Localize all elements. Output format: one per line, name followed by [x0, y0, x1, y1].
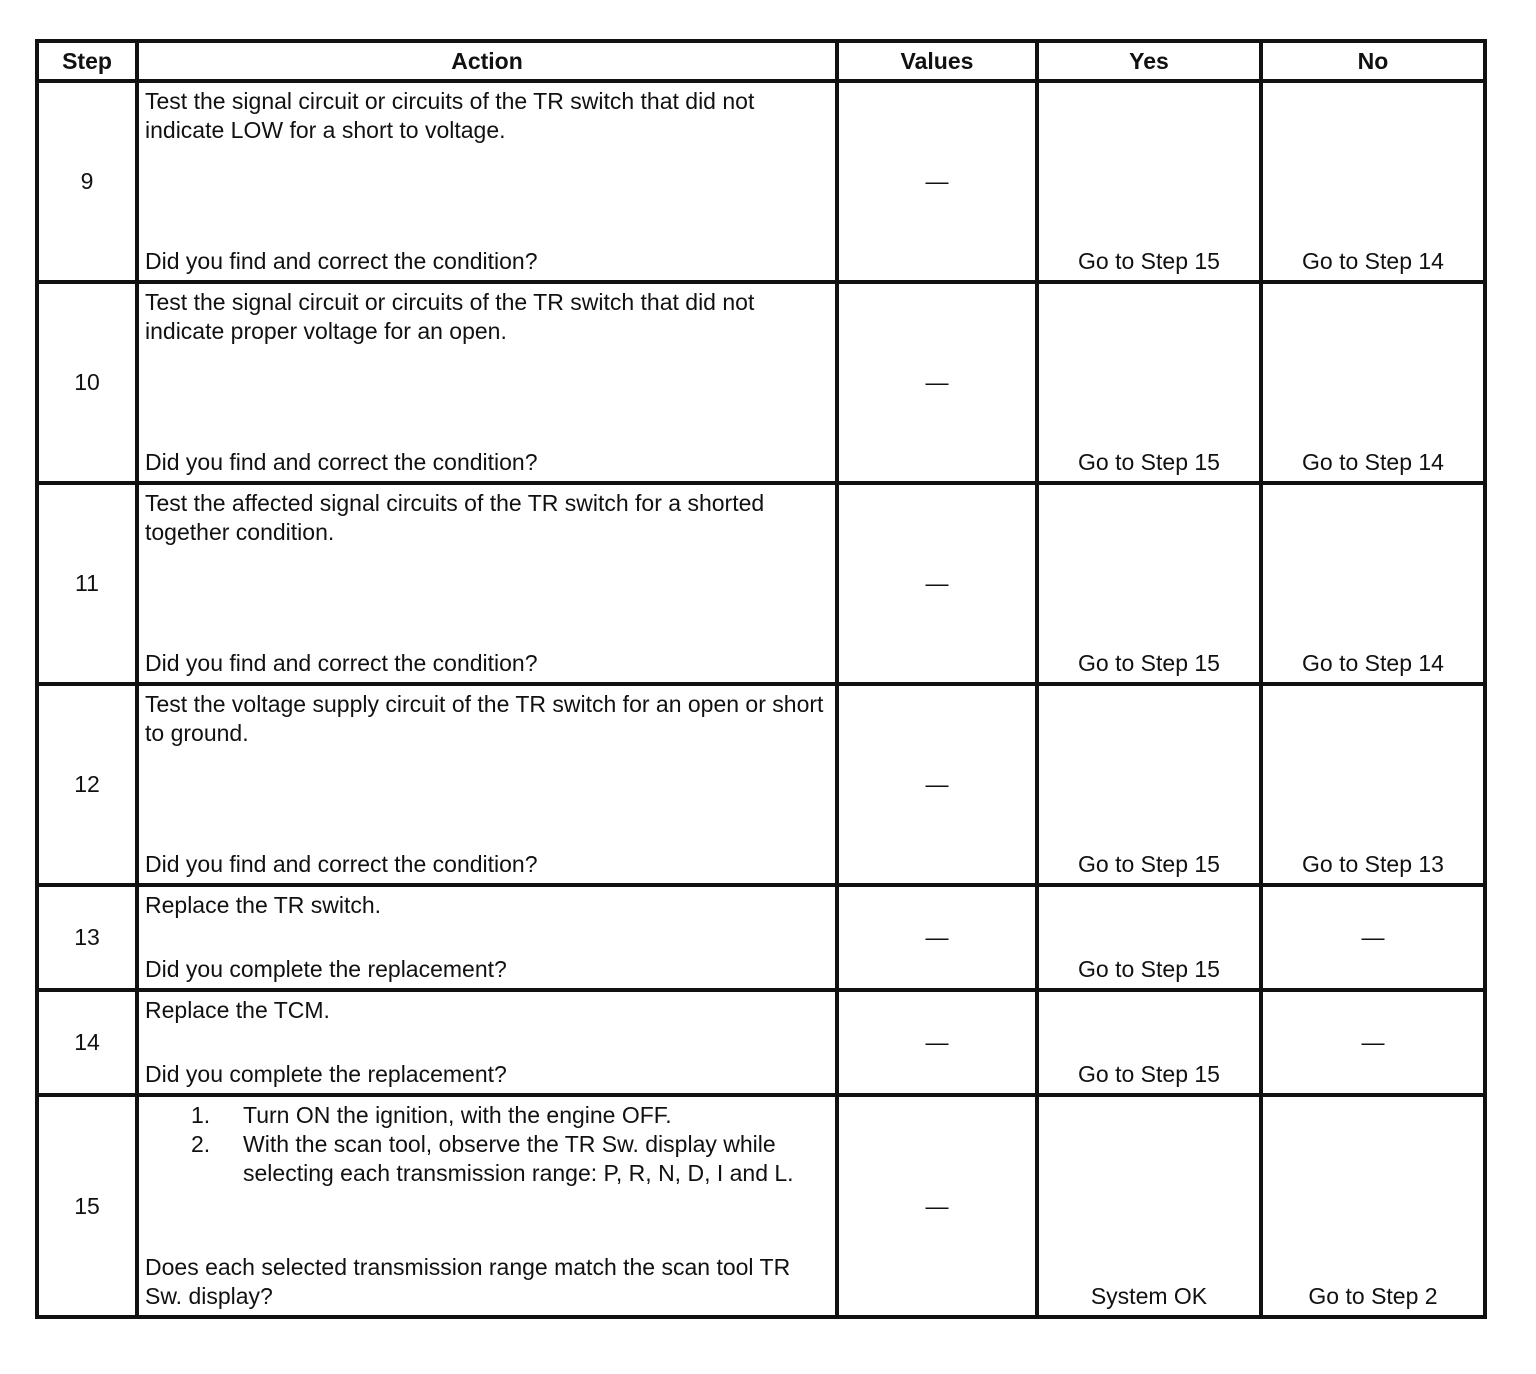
action-text: Replace the TCM. — [145, 997, 330, 1023]
values-cell — [837, 885, 1037, 990]
step-number: 9 — [80, 168, 94, 194]
no-cell — [1261, 282, 1485, 483]
yes-cell — [1037, 990, 1261, 1095]
no-cell — [1261, 885, 1485, 990]
action-cell — [137, 885, 837, 990]
table-row — [37, 684, 1485, 885]
action-question: Did you complete the replacement? — [145, 956, 507, 982]
yes-link[interactable]: Go to Step 15 — [1078, 449, 1220, 475]
yes-cell — [1037, 1095, 1261, 1317]
header-values: Values — [837, 41, 1037, 81]
values-cell — [837, 81, 1037, 282]
step-number: 13 — [74, 924, 100, 950]
step-number: 14 — [74, 1029, 100, 1055]
values-cell — [837, 1095, 1037, 1317]
table-row — [37, 81, 1485, 282]
no-cell — [1261, 684, 1485, 885]
yes-link[interactable]: Go to Step 15 — [1078, 248, 1220, 274]
values-cell — [837, 282, 1037, 483]
action-text: Test the affected signal circuits of the TR switch for a shorted together condition. — [145, 490, 765, 545]
list-number: 2. — [191, 1131, 211, 1157]
values-dash: — — [925, 771, 949, 797]
no-link[interactable]: Go to Step 14 — [1302, 248, 1444, 274]
header-yes: Yes — [1037, 41, 1261, 81]
table-row — [37, 483, 1485, 684]
yes-link[interactable]: Go to Step 15 — [1078, 650, 1220, 676]
no-cell — [1261, 81, 1485, 282]
step-cell — [37, 684, 137, 885]
values-dash: — — [925, 369, 949, 395]
header-row — [37, 41, 1485, 81]
values-dash: — — [925, 1192, 949, 1219]
values-cell — [837, 684, 1037, 885]
no-link[interactable]: Go to Step 14 — [1302, 449, 1444, 475]
yes-cell — [1037, 81, 1261, 282]
action-question: Does each selected transmission range match the scan tool TR Sw. display? — [145, 1254, 791, 1309]
action-cell — [137, 990, 837, 1095]
yes-link[interactable]: Go to Step 15 — [1078, 851, 1220, 877]
action-text: Test the signal circuit or circuits of the TR switch that did not indicate LOW for a short to voltage. — [145, 88, 755, 143]
no-cell — [1261, 1095, 1485, 1317]
procedure-list — [145, 1101, 829, 1188]
list-item — [191, 1130, 829, 1188]
step-cell — [37, 282, 137, 483]
yes-cell — [1037, 885, 1261, 990]
step-cell — [37, 885, 137, 990]
step-number: 10 — [74, 369, 100, 395]
yes-link[interactable]: Go to Step 15 — [1078, 1061, 1220, 1087]
no-dash: — — [1361, 1029, 1385, 1055]
no-link[interactable]: Go to Step 13 — [1302, 851, 1444, 877]
yes-cell — [1037, 282, 1261, 483]
list-text: Turn ON the ignition, with the engine OFF. — [243, 1102, 672, 1128]
table-row — [37, 990, 1485, 1095]
header-no: No — [1261, 41, 1485, 81]
no-link[interactable]: Go to Step 2 — [1308, 1283, 1438, 1309]
values-dash: — — [925, 1029, 949, 1055]
step-cell — [37, 483, 137, 684]
values-dash: — — [925, 570, 949, 596]
step-number: 12 — [74, 771, 100, 797]
step-cell — [37, 1095, 137, 1317]
values-dash: — — [925, 924, 949, 950]
action-cell — [137, 483, 837, 684]
values-cell — [837, 483, 1037, 684]
header-action: Action — [137, 41, 837, 81]
action-question: Did you find and correct the condition? — [145, 851, 538, 877]
action-question: Did you find and correct the condition? — [145, 449, 538, 475]
no-link[interactable]: Go to Step 14 — [1302, 650, 1444, 676]
step-cell — [37, 990, 137, 1095]
values-cell — [837, 990, 1037, 1095]
diagnostic-table — [35, 39, 1487, 1319]
yes-link[interactable]: System OK — [1090, 1283, 1208, 1309]
action-text: Test the voltage supply circuit of the TR switch for an open or short to ground. — [145, 691, 824, 746]
list-item — [191, 1101, 829, 1130]
values-dash: — — [925, 168, 949, 194]
step-number: 15 — [74, 1192, 100, 1219]
list-number: 1. — [191, 1102, 211, 1128]
table-row — [37, 1095, 1485, 1317]
action-question: Did you find and correct the condition? — [145, 650, 538, 676]
action-text: Replace the TR switch. — [145, 892, 382, 918]
list-text: With the scan tool, observe the TR Sw. display while selecting each transmission range: P, R, N, D, I and L. — [243, 1131, 794, 1186]
action-cell — [137, 684, 837, 885]
step-number: 11 — [75, 570, 99, 596]
action-text: Test the signal circuit or circuits of the TR switch that did not indicate proper voltage for an open. — [145, 289, 755, 344]
action-cell — [137, 81, 837, 282]
no-dash: — — [1361, 924, 1385, 950]
table-row — [37, 885, 1485, 990]
no-cell — [1261, 990, 1485, 1095]
yes-link[interactable]: Go to Step 15 — [1078, 956, 1220, 982]
header-step: Step — [37, 41, 137, 81]
action-question: Did you find and correct the condition? — [145, 248, 538, 274]
no-cell — [1261, 483, 1485, 684]
action-cell — [137, 1095, 837, 1317]
table-row — [37, 282, 1485, 483]
step-cell — [37, 81, 137, 282]
yes-cell — [1037, 483, 1261, 684]
action-cell — [137, 282, 837, 483]
yes-cell — [1037, 684, 1261, 885]
action-question: Did you complete the replacement? — [145, 1061, 507, 1087]
